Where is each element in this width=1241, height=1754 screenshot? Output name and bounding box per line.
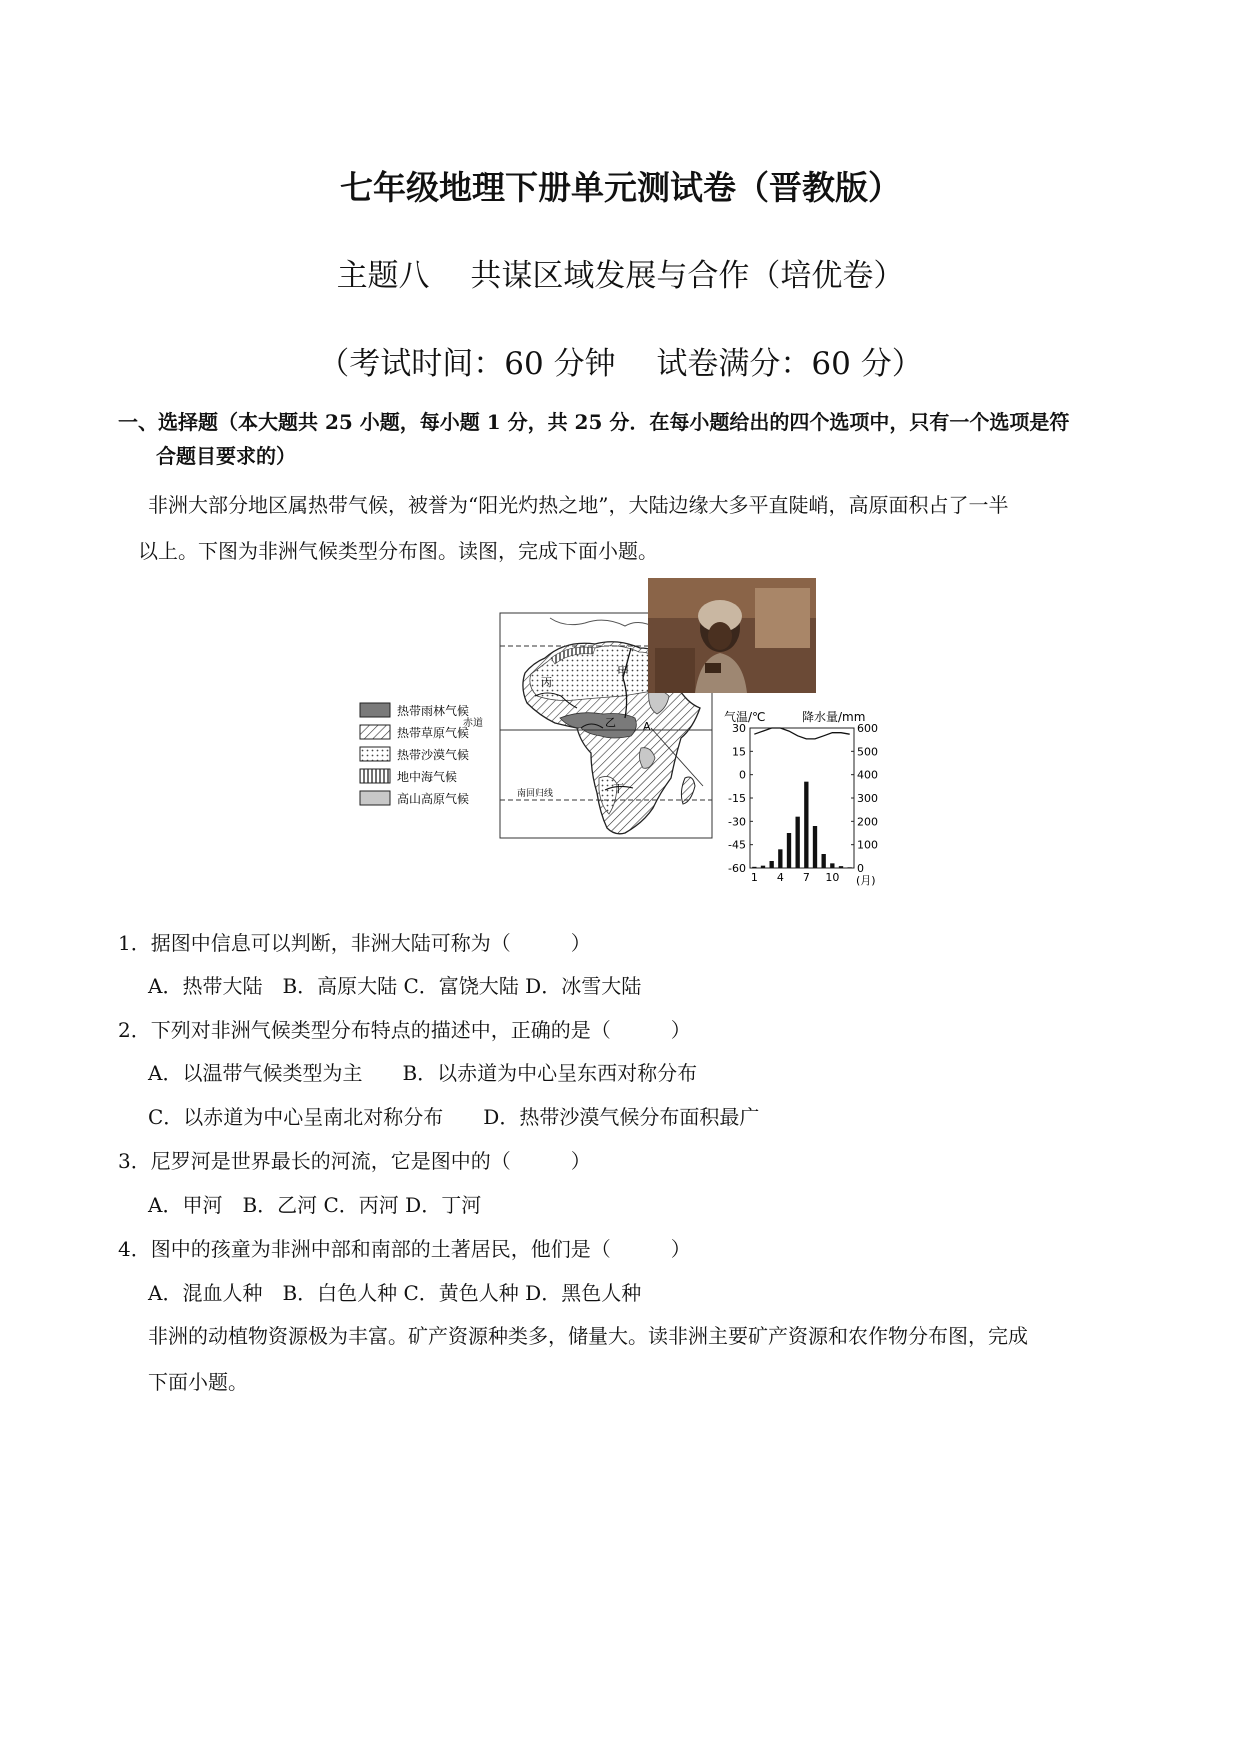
question-2-options-row2: C．以赤道为中心呈南北对称分布 D．热带沙漠气候分布面积最广 (148, 1105, 760, 1129)
chart-right-tick-label: 0 (857, 862, 864, 875)
question-3: 3．尼罗河是世界最长的河流，它是图中的（ ） (118, 1149, 591, 1173)
legend-swatch-rainforest (360, 703, 390, 717)
legend-label-rainforest: 热带雨林气候 (397, 704, 470, 718)
climate-chart (722, 710, 892, 900)
precip-bar (804, 782, 808, 868)
chart-right-tick-label: 200 (857, 815, 878, 829)
chart-right-tick-label: 100 (857, 838, 878, 852)
chart-x-tick-label: 1 (750, 871, 758, 884)
precip-bar (787, 833, 791, 868)
precip-bar (813, 826, 817, 868)
legend-label-mediterranean: 地中海气候 (397, 770, 458, 784)
legend-swatch-highland (360, 791, 390, 805)
label-jia: 甲 (617, 665, 630, 679)
chart-left-tick-label: 30 (732, 722, 746, 735)
question-2: 2．下列对非洲气候类型分布特点的描述中，正确的是（ ） (118, 1018, 691, 1042)
section-heading: 一、选择题（本大题共 25 小题，每小题 1 分，共 25 分．在每小题给出的四个选项中，只有一个选项是符 合题目要求的） (118, 410, 1070, 468)
exam-info: （考试时间：60 分钟 试卷满分：60 分） (318, 346, 923, 382)
precip-bar (839, 866, 843, 868)
label-point-a: A (643, 720, 651, 733)
map-legend (360, 703, 469, 806)
chart-right-tick-label: 600 (857, 722, 878, 735)
legend-swatch-savanna (360, 725, 390, 739)
label-ding: 丁 (613, 782, 624, 795)
label-south-tropic: 南回归线 (517, 789, 554, 799)
chart-right-tick-label: 300 (857, 792, 878, 805)
page-subtitle: 主题八 共谋区域发展与合作（培优卷） (336, 258, 905, 294)
chart-right-tick-label: 400 (857, 768, 878, 782)
chart-ylabel-right: 降水量/mm (802, 710, 866, 724)
question-4: 4．图中的孩童为非洲中部和南部的土著居民，他们是（ ） (118, 1237, 691, 1261)
precip-bar (822, 854, 826, 868)
precip-bar (770, 861, 774, 868)
question-1: 1．据图中信息可以判断，非洲大陆可称为（ ） (118, 931, 591, 955)
closing-paragraph: 非洲的动植物资源极为丰富。矿产资源种类多，储量大。读非洲主要矿产资源和农作物分布图，完成 下面小题。 (148, 1324, 1028, 1394)
chart-left-tick-label: 15 (732, 745, 746, 759)
precip-bar (778, 849, 782, 868)
legend-label-savanna: 热带草原气候 (397, 726, 470, 740)
page-title: 七年级地理下册单元测试卷（晋教版） (340, 168, 901, 207)
chart-left-tick-label: -45 (728, 838, 746, 852)
chart-left-tick-label: -60 (728, 862, 746, 875)
chart-x-tick-label: 7 (802, 871, 810, 884)
chart-left-tick-label: 0 (739, 768, 746, 782)
intro-paragraph: 非洲大部分地区属热带气候，被誉为“阳光灼热之地”，大陆边缘大多平直陡峭，高原面积占了一半 以上。下图为非洲气候类型分布图。读图，完成下面小题。 (138, 493, 1009, 563)
precip-bar (761, 866, 765, 868)
precip-bar (830, 863, 834, 868)
legend-swatch-mediterranean (360, 769, 390, 783)
precip-bar (752, 867, 756, 868)
question-2-options-row1: A．以温带气候类型为主 B．以赤道为中心呈东西对称分布 (148, 1061, 698, 1085)
child-photo (648, 578, 816, 693)
chart-left-tick-label: -30 (728, 815, 746, 829)
question-3-options: A．甲河 B．乙河 C．丙河 D．丁河 (148, 1193, 482, 1217)
question-1-options: A．热带大陆 B．高原大陆 C．富饶大陆 D．冰雪大陆 (148, 974, 642, 998)
precip-bar (796, 817, 800, 868)
chart-right-tick-label: 500 (857, 745, 878, 759)
chart-left-tick-label: -15 (728, 792, 746, 805)
chart-ylabel-left: 气温/℃ (724, 710, 766, 724)
label-equator: 赤道 (463, 718, 483, 729)
label-yi: 乙 (605, 716, 616, 729)
legend-label-desert: 热带沙漠气候 (397, 748, 470, 762)
chart-frame (750, 728, 854, 868)
question-4-options: A．混血人种 B．白色人种 C．黄色人种 D．黑色人种 (148, 1281, 642, 1305)
legend-label-highland: 高山高原气候 (397, 792, 470, 806)
chart-x-tick-label: 4 (776, 871, 784, 884)
legend-swatch-desert (360, 747, 390, 761)
temperature-line (754, 728, 849, 739)
label-bing: 丙 (541, 676, 552, 689)
chart-x-tick-label: 10 (825, 871, 840, 884)
precip-bar (848, 867, 852, 868)
chart-x-label: (月) (856, 874, 876, 887)
